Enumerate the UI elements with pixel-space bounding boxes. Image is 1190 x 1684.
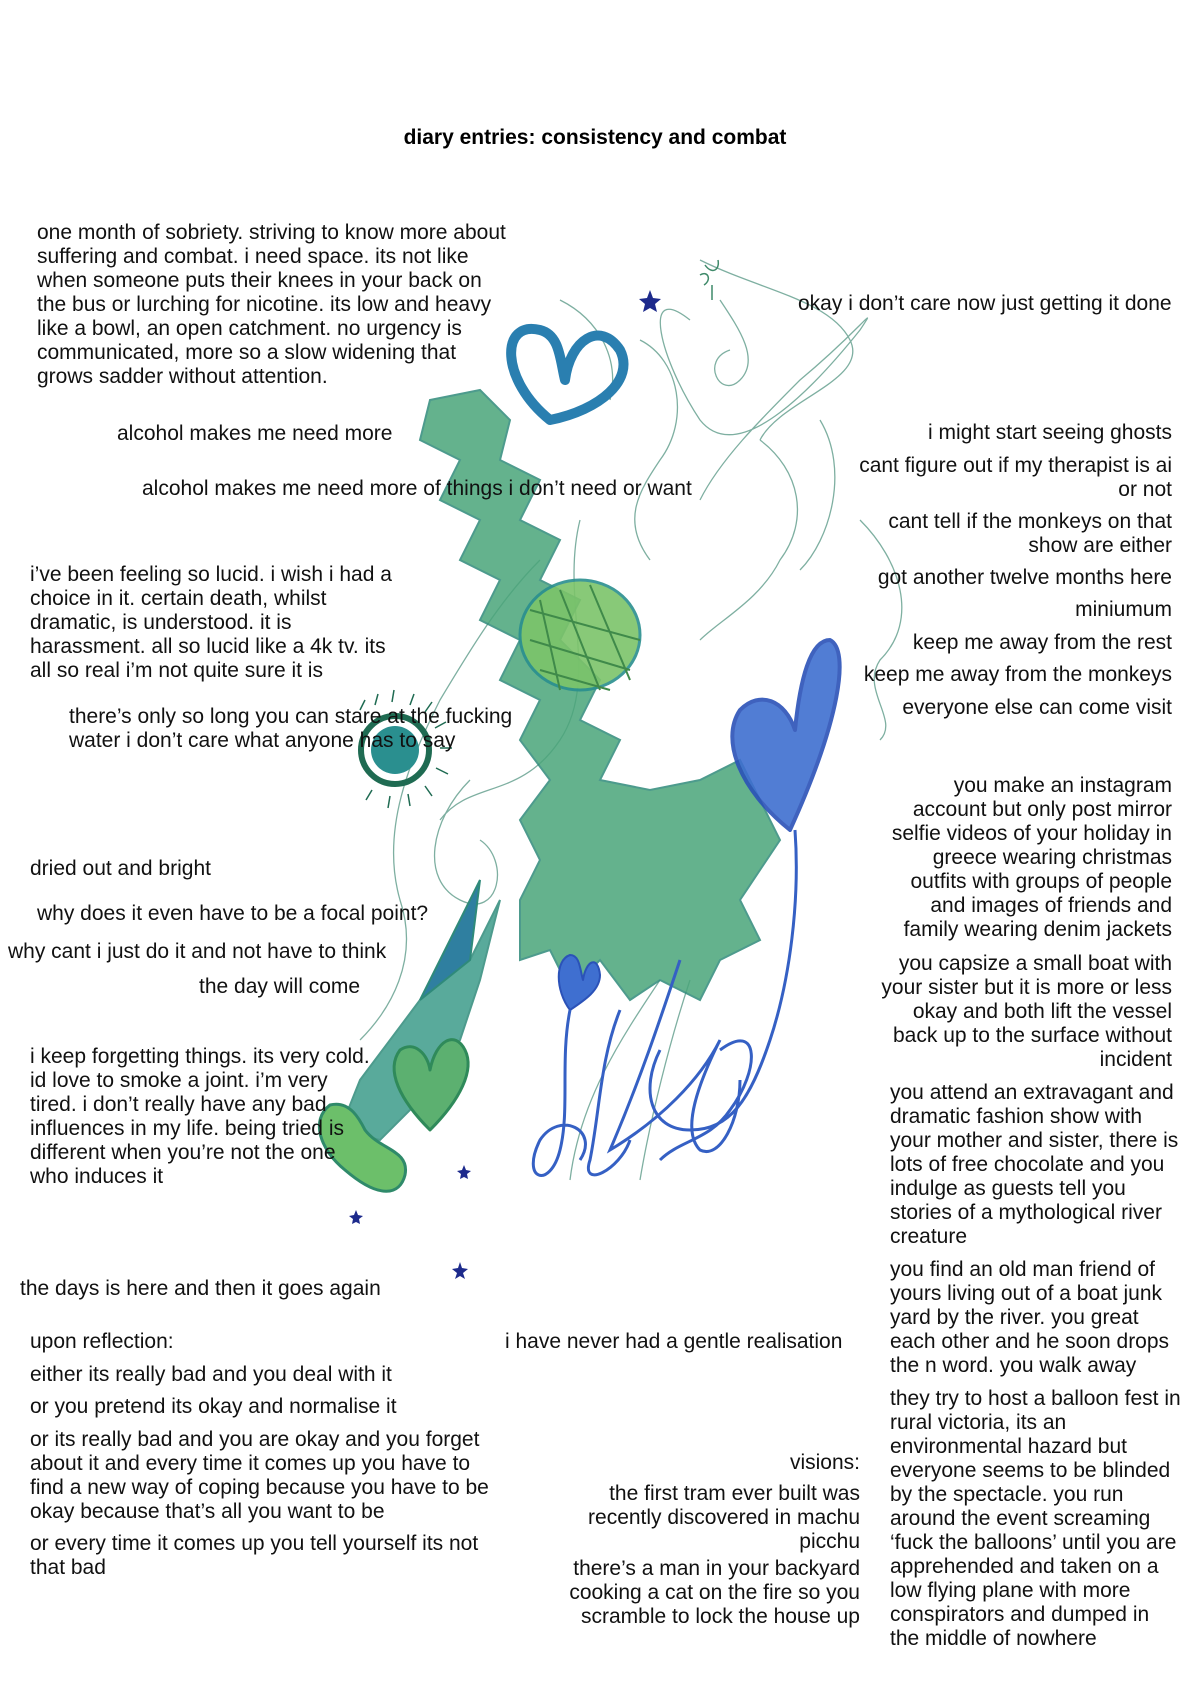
- entry-gentle: i have never had a gentle realisation: [505, 1330, 843, 1353]
- entry-forgetting: i keep forgetting things. its very cold. id love to smoke a joint. i’m very tired. i don’t really have any bad influences in my life. being tried is different when you’re not the one who induces it: [30, 1045, 370, 1188]
- entry-focal: why does it even have to be a focal point?: [37, 902, 429, 925]
- entry-think: why cant i just do it and not have to think: [8, 940, 387, 963]
- entry-days-here: the days is here and then it goes again: [20, 1277, 381, 1300]
- entry-either: either its really bad and you deal with it: [30, 1363, 392, 1386]
- entry-away-rest: keep me away from the rest: [912, 631, 1172, 654]
- entry-reflection: upon reflection:: [30, 1330, 174, 1353]
- entry-miniumum: miniumum: [1075, 598, 1172, 621]
- entry-fashion: you attend an extravagant and dramatic fashion show with your mother and sister, there is lots of free chocolate and you indulge as guests tell you stories of a mythological river creature: [890, 1081, 1179, 1248]
- entry-instagram: you make an instagram account but only post mirror selfie videos of your holiday in greece wearing christmas outfits with groups of people and images of friends and family wearing denim jackets: [891, 774, 1172, 941]
- entry-lucid: i’ve been feeling so lucid. i wish i had a choice in it. certain death, whilst dramatic, is understood. it is harassment. all so lucid like a 4k tv. its all so real i’m not quite sure it is: [30, 563, 392, 682]
- entry-tell-yourself: or every time it comes up you tell yourself its not that bad: [30, 1532, 479, 1579]
- entry-day-come: the day will come: [199, 975, 361, 998]
- entry-twelve-months: got another twelve months here: [877, 566, 1172, 589]
- entry-pretend: or you pretend its okay and normalise it: [30, 1395, 397, 1418]
- page-title: diary entries: consistency and combat: [403, 126, 787, 150]
- entry-tram: the first tram ever built was recently discovered in machu picchu: [588, 1482, 860, 1553]
- entry-stare: there’s only so long you can stare at the fucking water i don’t care what anyone has to say: [69, 705, 513, 752]
- entry-balloon: they try to host a balloon fest in rural victoria, its an environmental hazard but everyone seems to be blinded by the spectacle. you run around the event screaming ‘fuck the balloons’ until you are apprehended and taken on a low flying plane with more conspirators and dumped in the middle of nowhere: [890, 1387, 1181, 1650]
- entry-monkeys-show: cant tell if the monkeys on that show are either: [888, 510, 1172, 557]
- entry-dried: dried out and bright: [30, 857, 211, 880]
- entry-away-monkeys: keep me away from the monkeys: [863, 663, 1172, 686]
- entry-therapist: cant figure out if my therapist is ai or not: [859, 454, 1172, 501]
- entry-ghosts: i might start seeing ghosts: [928, 421, 1172, 444]
- entry-alcohol-1: alcohol makes me need more: [117, 422, 393, 445]
- entry-old-man: you find an old man friend of yours living out of a boat junk yard by the river. you great each other and he soon drops the n word. you walk away: [890, 1258, 1170, 1377]
- entry-visions: visions:: [789, 1451, 860, 1474]
- entry-okay-care: okay i don’t care now just getting it done: [798, 292, 1172, 315]
- entry-visit: everyone else can come visit: [902, 696, 1172, 719]
- entry-capsize: you capsize a small boat with your sister but it is more or less okay and both lift the vessel back up to the surface without incident: [881, 952, 1172, 1071]
- entry-forget: or its really bad and you are okay and you forget about it and every time it comes up you have to find a new way of coping because you have to be okay because that’s all you want to be: [30, 1428, 489, 1523]
- entry-alcohol-2: alcohol makes me need more of things i don’t need or want: [142, 477, 692, 500]
- entry-backyard: there’s a man in your backyard cooking a cat on the fire so you scramble to lock the house up: [569, 1557, 860, 1628]
- entry-sobriety: one month of sobriety. striving to know more about suffering and combat. i need space. its not like when someone puts their knees in your back on the bus or lurching for nicotine. its low and heavy like a bowl, an open catchment. no urgency is communicated, more so a slow widening that grows sadder without attention.: [37, 221, 506, 388]
